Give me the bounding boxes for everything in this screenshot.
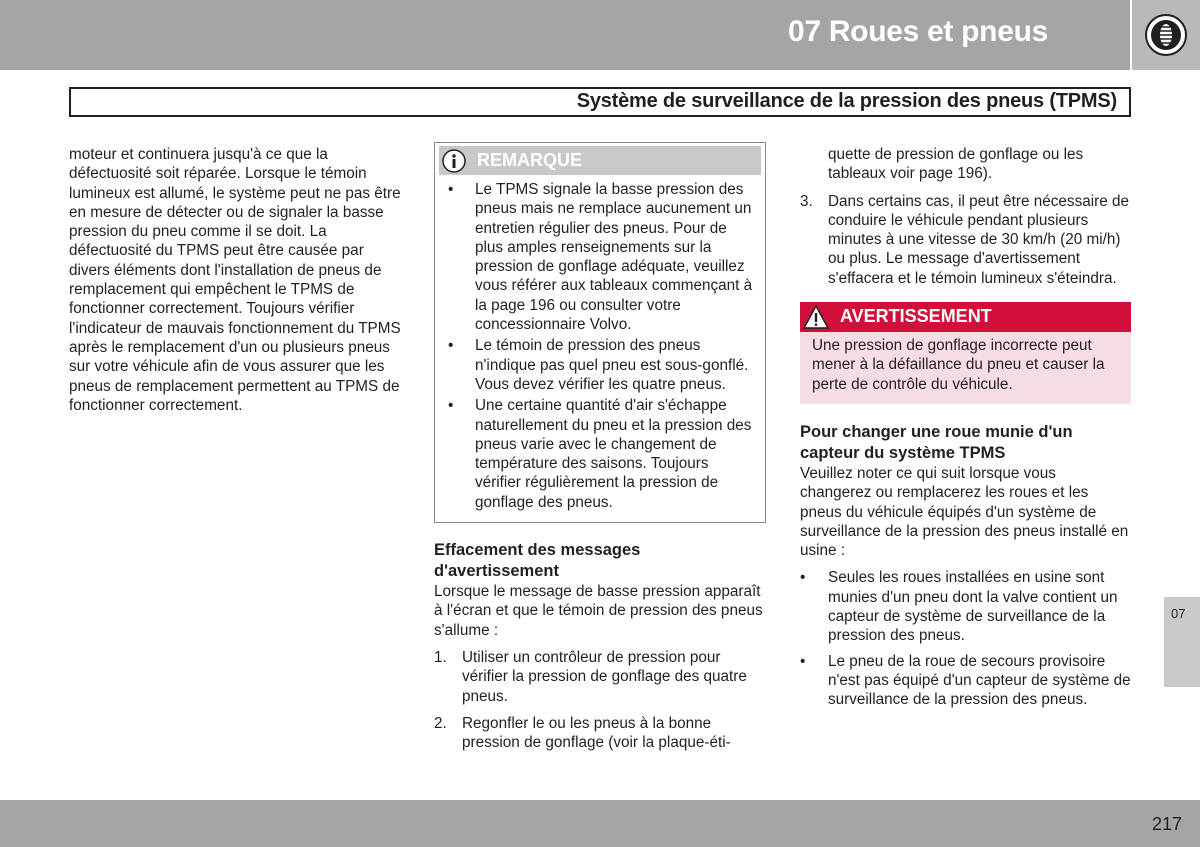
column-middle (434, 142, 766, 760)
list-item (800, 145, 1131, 184)
body-paragraph: moteur et continuera jusqu'à ce que la défectuosité soit réparée. Lorsque le témoin lumineux est allumé, le système peut ne pas être en mesure de détecter ou de signaler la basse pression du pneu comme il se doit. La défectuosité du TPMS peut être causée par divers éléments dont l'installation de pneus de remplacement qui empêchent le TPMS de fonctionner correctement. Toujours vérifier l'indicateur de mauvais fonctionnement du TPMS après le remplacement d'un ou plusieurs pneus sur votre véhicule afin de vous assurer que les pneus de remplacement permettent au TPMS de fonctionner correctement. (69, 146, 401, 414)
wheel-change-list (800, 568, 1131, 709)
list-item-text: Le pneu de la roue de secours provisoire n'est pas équipé d'un capteur de système de surveillance de la pression des pneus. (828, 652, 1131, 709)
tire-icon (1144, 13, 1188, 57)
step-number: 1. (434, 648, 447, 666)
footer-bar (0, 800, 1200, 847)
column-left (69, 145, 403, 415)
warning-text: Une pression de gonflage incorrecte peut mener à la défaillance du pneu et causer la perte de contrôle du véhicule. (812, 337, 1105, 393)
info-icon (441, 148, 467, 174)
bullet-icon: • (800, 652, 806, 670)
list-item-text: Le témoin de pression des pneus n'indique pas quel pneu est sous-gonflé. Vous devez vérifier les quatre pneus. (475, 337, 749, 393)
list-item (434, 648, 766, 706)
list-item-text: Seules les roues installées en usine sont munies d'un pneu dont la valve contient un capteur de système de surveillance de la pression des pneus. (828, 569, 1118, 645)
subsection-heading: Pour changer une roue munie d'un capteur du système TPMS (800, 422, 1073, 462)
page-number: 217 (1151, 814, 1182, 834)
step-number: 3. (800, 192, 813, 210)
steps-list (434, 648, 766, 752)
chapter-title: 07 Roues et pneus (788, 15, 1048, 48)
list-item-text: Regonfler le ou les pneus à la bonne pression de gonflage (voir la plaque-éti- (462, 714, 731, 752)
column-right (800, 145, 1131, 716)
body-paragraph: Veuillez noter ce qui suit lorsque vous changerez ou remplacerez les roues et les pneus du véhicule équipés d'un système de surveillance de la pression des pneus installé en usine : (800, 464, 1129, 560)
list-item (800, 652, 1131, 710)
list-item (800, 568, 1131, 645)
warning-title: AVERTISSEMENT (840, 306, 992, 327)
note-list (435, 180, 765, 512)
bullet-icon: • (448, 397, 454, 415)
list-item (800, 192, 1131, 288)
chapter-header-bar (0, 0, 1130, 70)
list-item (435, 180, 765, 334)
warning-box (800, 302, 1131, 404)
list-item-text: quette de pression de gonflage ou les tableaux voir page 196). (828, 146, 1084, 183)
steps-list-continued (800, 145, 1131, 288)
clearing-section (434, 540, 766, 752)
note-title: REMARQUE (477, 150, 583, 170)
body-paragraph: Lorsque le message de basse pression apparaît à l'écran et que le témoin de pression des pneus s'allume : (434, 583, 763, 639)
bullet-icon: • (448, 337, 454, 355)
subsection-heading: Effacement des messages d'avertissement (434, 541, 641, 581)
chapter-icon-box (1132, 0, 1200, 70)
warning-header (800, 302, 1131, 332)
note-header (439, 146, 761, 175)
list-item-text: Utiliser un contrôleur de pression pour vérifier la pression de gonflage des quatre pneus. (462, 648, 747, 705)
section-header (69, 87, 1131, 117)
section-title: Système de surveillance de la pression des pneus (TPMS) (576, 90, 1117, 112)
bullet-icon: • (448, 181, 454, 198)
warning-triangle-icon (802, 304, 830, 330)
step-number: 2. (434, 714, 447, 732)
list-item-text: Dans certains cas, il peut être nécessaire de conduire le véhicule pendant plusieurs minutes à une vitesse de 30 km/h (20 mi/h) ou plus. Le message d'avertissement s'effacera et le témoin lumineux s'éteindra. (828, 192, 1129, 287)
wheel-change-section (800, 422, 1131, 710)
side-tab-label: 07 (1171, 606, 1186, 621)
list-item-text: Le TPMS signale la basse pression des pneus mais ne remplace aucunement un entretien régulier des pneus. Pour de plus amples renseignements sur la pression de gonflage adéquate, veuillez vous référer aux tableaux commençant à la page 196 ou consulter votre concessionnaire Volvo. (475, 181, 753, 334)
list-item-text: Une certaine quantité d'air s'échappe naturellement du pneu et la pression des pneus varie avec le changement de température des saisons. Toujours vérifier régulièrement la pression de gonflage des pneus. (475, 397, 752, 511)
list-item (434, 714, 766, 753)
bullet-icon: • (800, 569, 806, 587)
list-item (435, 336, 765, 394)
note-box (434, 142, 766, 523)
list-item (435, 396, 765, 512)
chapter-side-tab (1164, 597, 1200, 687)
